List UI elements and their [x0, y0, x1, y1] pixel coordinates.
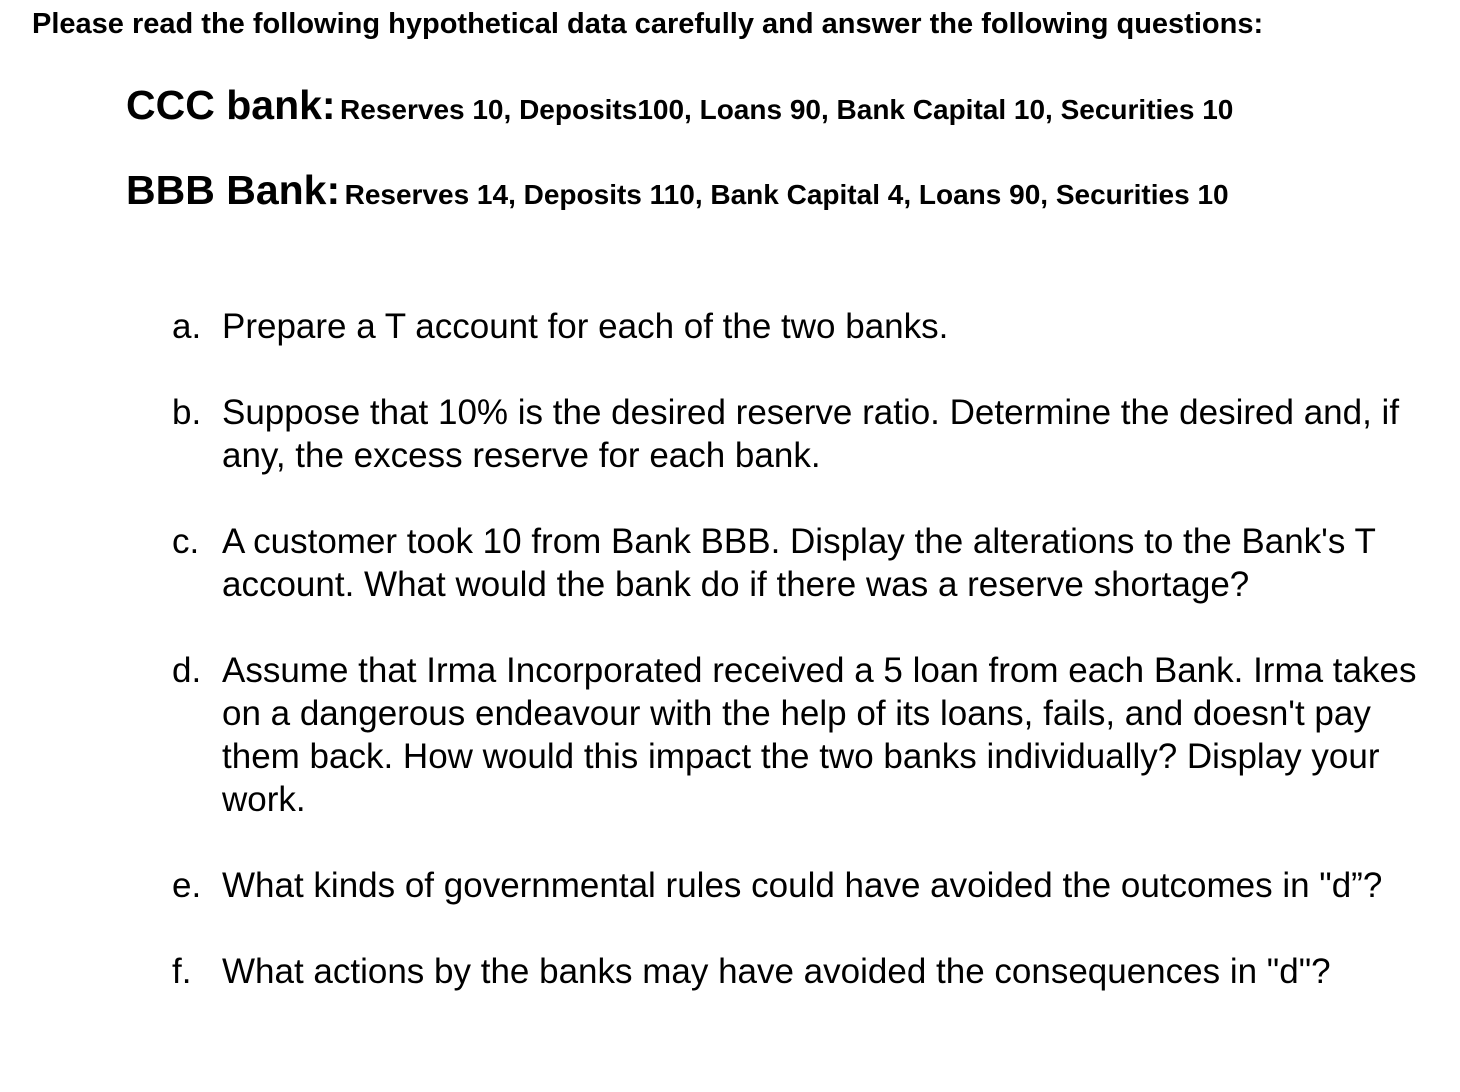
question-letter: b. — [172, 393, 202, 432]
question-text: What kinds of governmental rules could have avoided the outcomes in "d”? — [222, 866, 1383, 905]
question-text: What actions by the banks may have avoided the consequences in "d"? — [222, 952, 1331, 991]
question-list — [172, 305, 1442, 1036]
question-letter: d. — [172, 651, 202, 690]
question-letter: c. — [172, 522, 200, 561]
bank-ccc-details: Reserves 10, Deposits100, Loans 90, Bank Capital 10, Securities 10 — [340, 94, 1234, 125]
bank-ccc-line — [126, 80, 1233, 140]
bank-bbb-line — [126, 165, 1229, 225]
question-a — [172, 305, 1442, 348]
bank-bbb-name: BBB Bank: — [126, 167, 341, 213]
question-text: Suppose that 10% is the desired reserve ratio. Determine the desired and, if any, the excess reserve for each bank. — [222, 393, 1400, 475]
question-f — [172, 950, 1442, 993]
intro-text: Please read the following hypothetical data carefully and answer the following questions: — [32, 8, 1264, 40]
bank-ccc-name: CCC bank: — [126, 82, 336, 128]
question-letter: a. — [172, 307, 202, 346]
question-d — [172, 649, 1442, 821]
question-letter: f. — [172, 952, 192, 991]
question-c — [172, 520, 1442, 606]
question-letter: e. — [172, 866, 202, 905]
question-text: Prepare a T account for each of the two banks. — [222, 307, 949, 346]
question-e — [172, 864, 1442, 907]
question-text: Assume that Irma Incorporated received a 5 loan from each Bank. Irma takes on a dangerous endeavour with the help of its loans, fails, and doesn't pay them back. How would this impact the two banks individually? Display your work. — [222, 651, 1417, 819]
question-text: A customer took 10 from Bank BBB. Display the alterations to the Bank's T account. What would the bank do if there was a reserve shortage? — [222, 522, 1376, 604]
question-b — [172, 391, 1442, 477]
bank-bbb-details: Reserves 14, Deposits 110, Bank Capital 4, Loans 90, Securities 10 — [344, 179, 1229, 210]
